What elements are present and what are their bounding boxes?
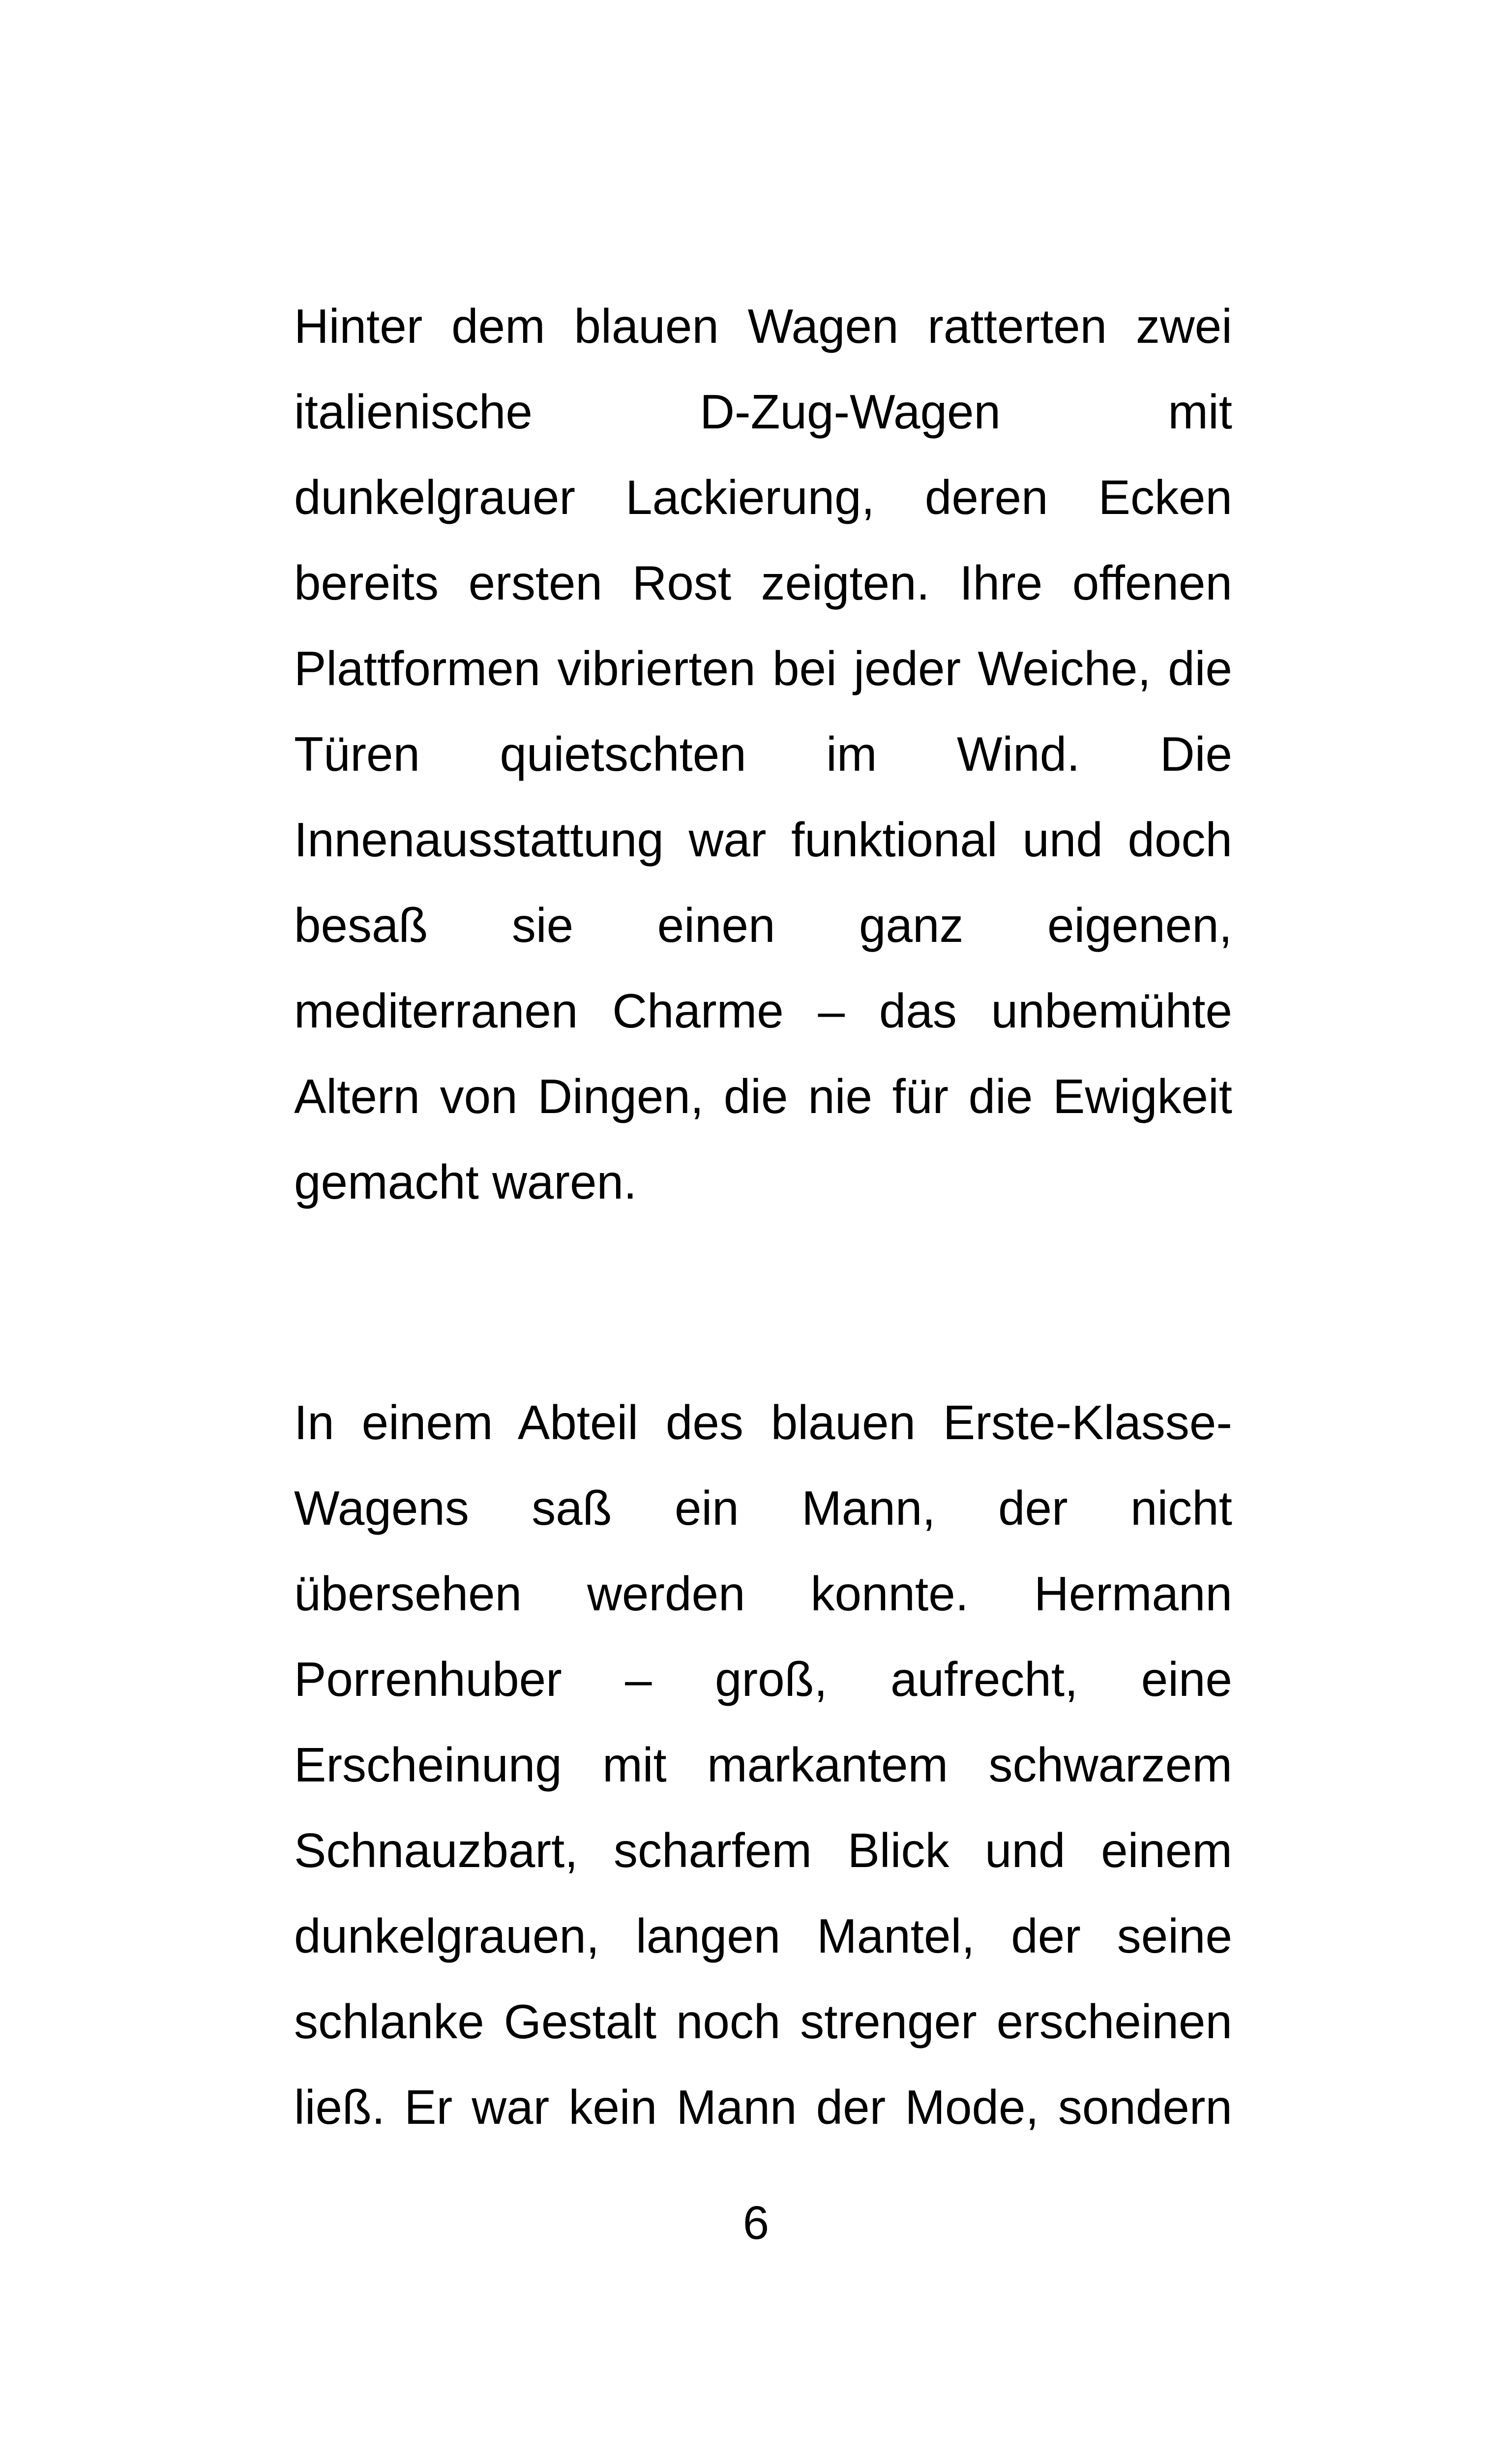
text-line: ließ. Er war kein Mann der Mode, sondern (294, 2080, 1232, 2134)
paragraph-2 (294, 1380, 1232, 2150)
text-line: Schnauzbart, scharfem Blick und einem (294, 1823, 1232, 1877)
text-line: In einem Abteil des blauen Erste-Klasse- (294, 1395, 1232, 1449)
text-line: Erscheinung mit markantem schwarzem (294, 1738, 1232, 1792)
text-line: Plattformen vibrierten bei jeder Weiche, die (294, 641, 1232, 695)
text-line: Innenausstattung war funktional und doch (294, 813, 1232, 867)
text-line: dunkelgrauer Lackierung, deren Ecken (294, 470, 1232, 524)
text-line: übersehen werden konnte. Hermann (294, 1567, 1232, 1621)
text-line: Wagens saß ein Mann, der nicht (294, 1481, 1232, 1535)
text-line: dunkelgrauen, langen Mantel, der seine (294, 1909, 1232, 1963)
text-line: Türen quietschten im Wind. Die (294, 727, 1232, 781)
text-line: mediterranen Charme – das unbemühte (294, 984, 1232, 1038)
text-line: bereits ersten Rost zeigten. Ihre offenen (294, 556, 1232, 610)
text-line: Altern von Dingen, die nie für die Ewigkeit (294, 1069, 1232, 1123)
text-line: gemacht waren. (294, 1155, 637, 1209)
text-line: italienische D-Zug-Wagen mit (294, 385, 1232, 439)
text-line: Hinter dem blauen Wagen ratterten zwei (294, 299, 1232, 353)
text-line: besaß sie einen ganz eigenen, (294, 898, 1232, 952)
paragraph-1 (294, 283, 1232, 1225)
text-line: Porrenhuber – groß, aufrecht, eine (294, 1652, 1232, 1706)
page-number: 6 (742, 2197, 770, 2249)
text-line: schlanke Gestalt noch strenger erscheinen (294, 1994, 1232, 2049)
